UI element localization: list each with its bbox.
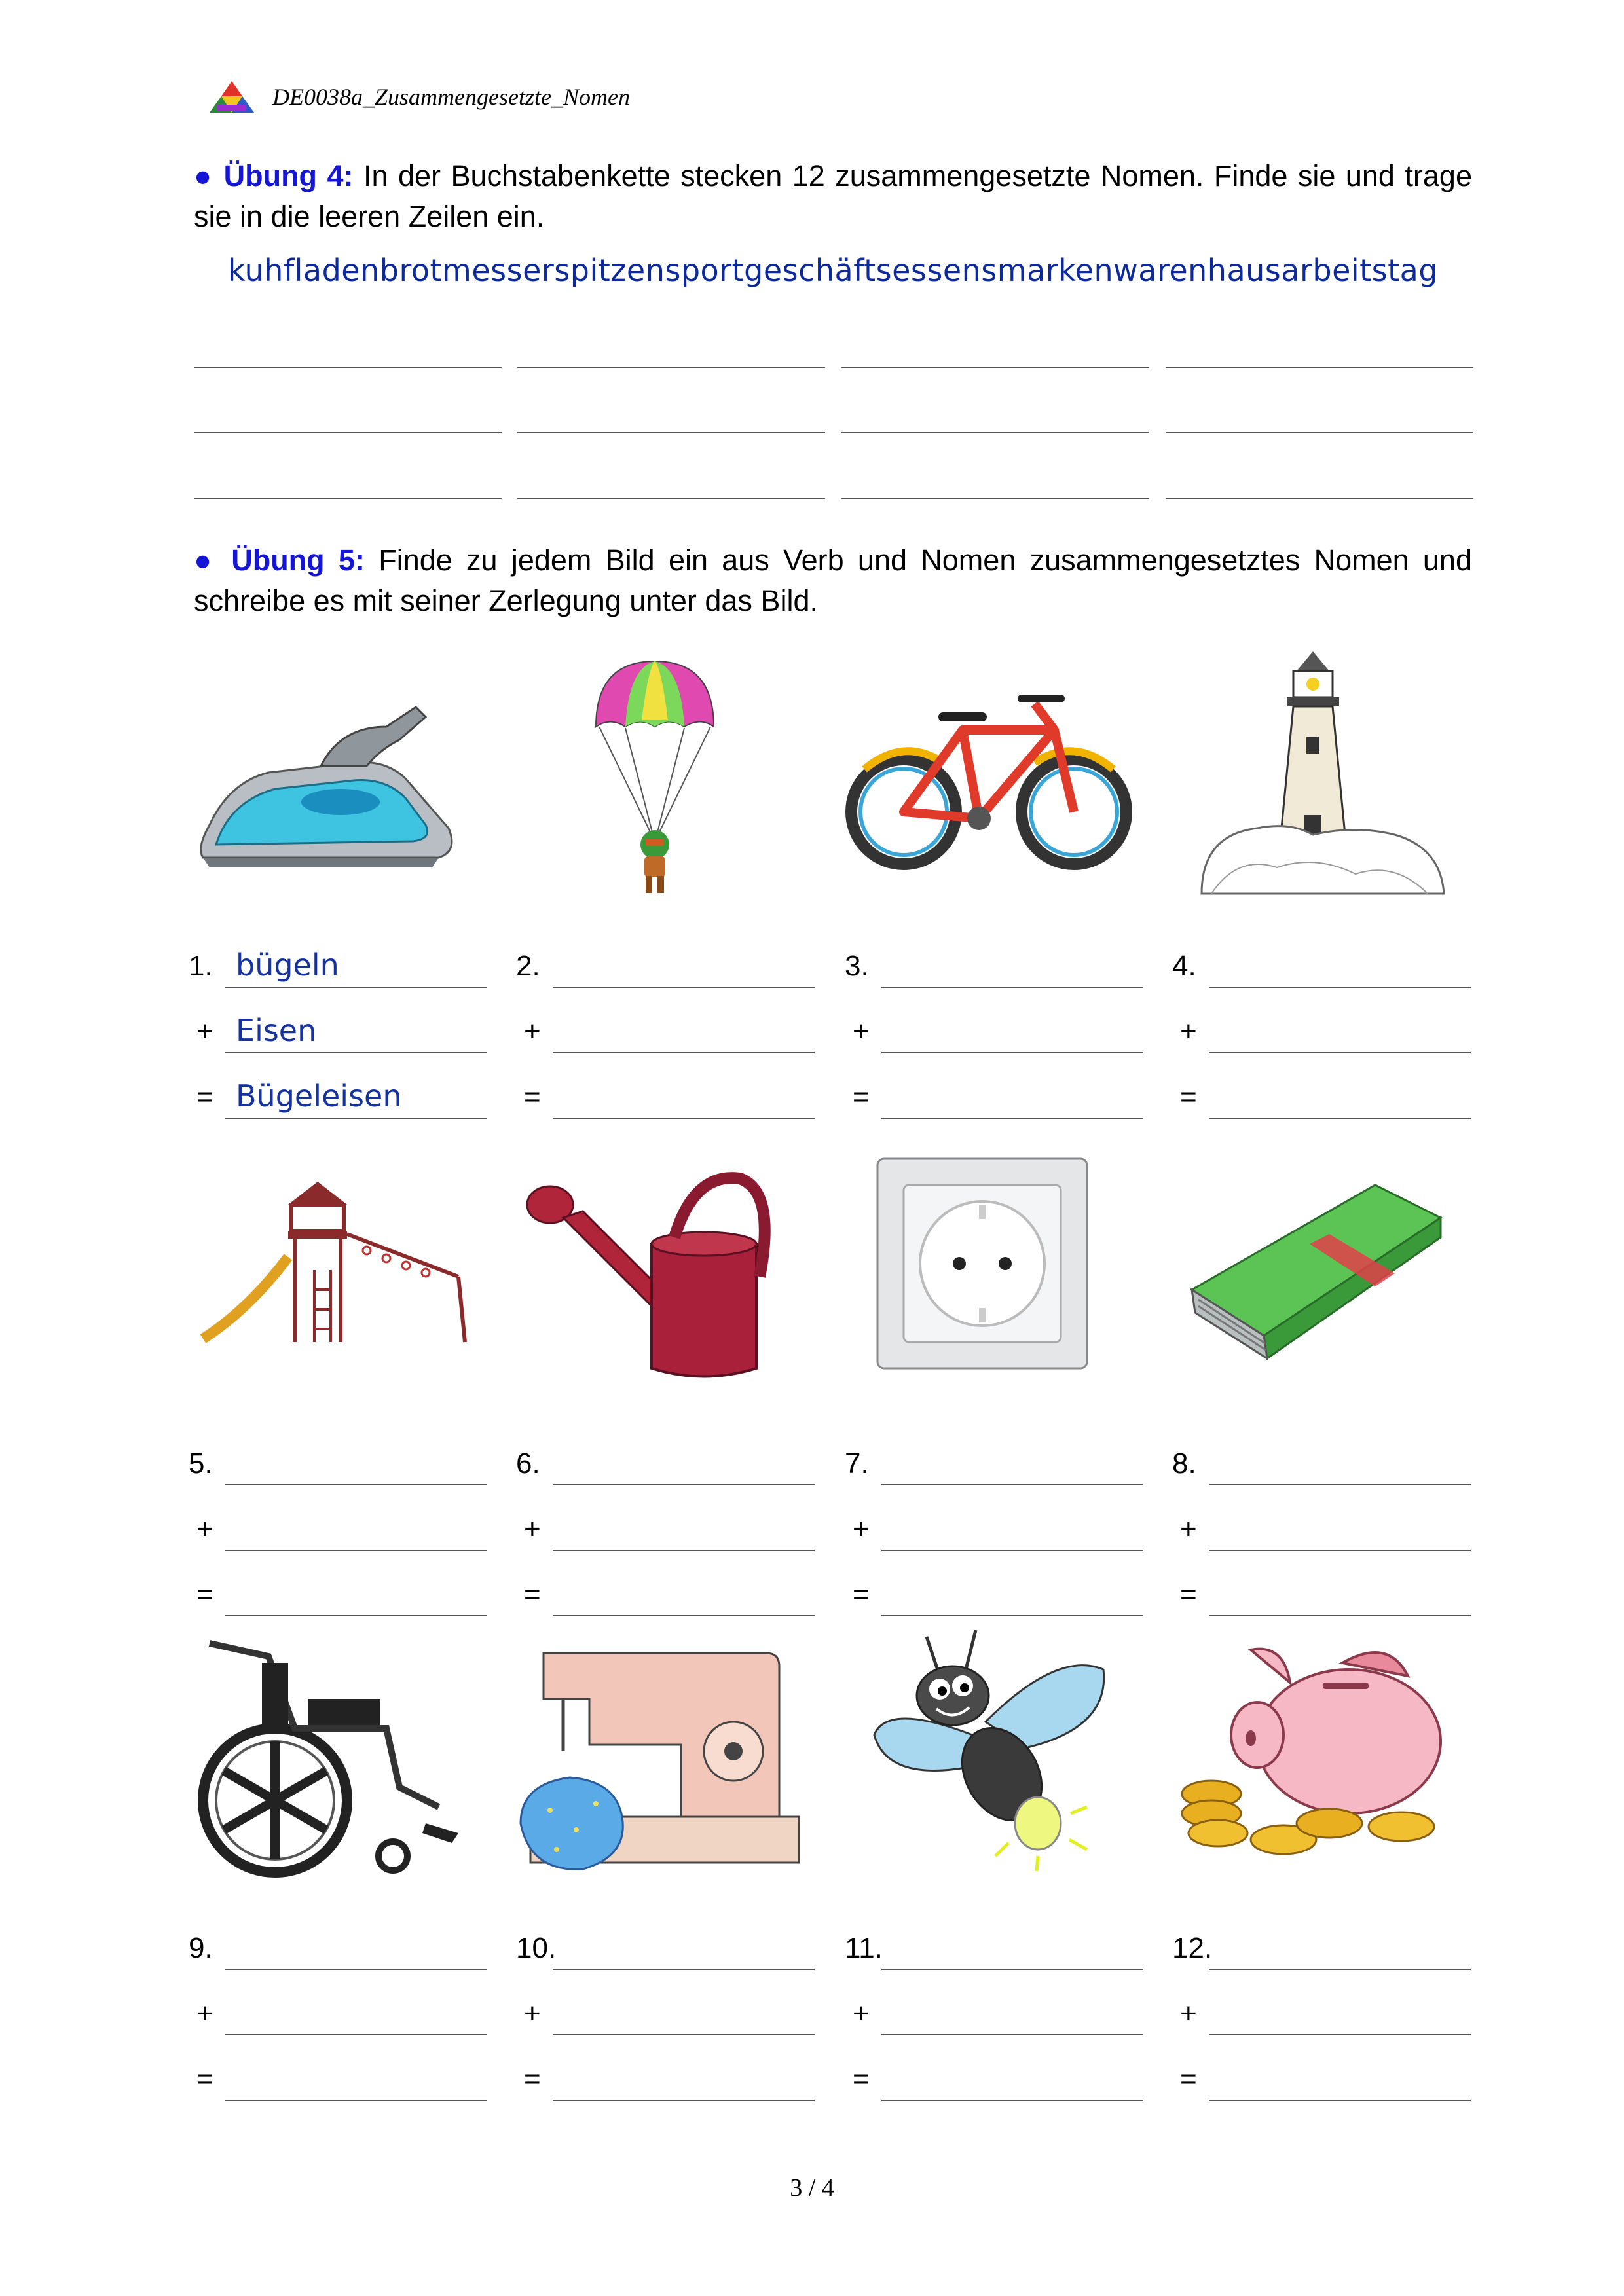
result-field[interactable] [553, 2100, 815, 2101]
plus-sign: + [853, 1997, 870, 2030]
item-number: 5. [189, 1448, 213, 1480]
equals-sign: = [853, 2063, 870, 2095]
iron-icon [190, 668, 465, 877]
item-number: 4. [1172, 950, 1196, 982]
equals-sign: = [196, 2063, 213, 2095]
verb-field[interactable] [553, 1969, 815, 1970]
plus-sign: + [196, 1997, 213, 2030]
bicycle-icon [845, 665, 1133, 887]
result-field[interactable] [1209, 2100, 1471, 2101]
plus-sign: + [524, 1513, 541, 1545]
plus-sign: + [196, 1015, 213, 1048]
equals-sign: = [853, 1578, 870, 1611]
noun-field[interactable] [225, 2034, 487, 2035]
noun-field[interactable] [1209, 1550, 1471, 1551]
page-number: 3 / 4 [790, 2174, 834, 2202]
exercise4-answer-line[interactable] [517, 432, 825, 433]
exercise4-answer-line[interactable] [1166, 498, 1473, 499]
verb-field[interactable] [1209, 1484, 1471, 1485]
item-number: 12. [1172, 1932, 1213, 1964]
exercise5-instructions [194, 540, 1472, 621]
verb-field[interactable] [881, 1484, 1143, 1485]
exercise4-answer-line[interactable] [1166, 367, 1473, 368]
result-field[interactable] [881, 1118, 1143, 1119]
equals-sign: = [196, 1081, 213, 1113]
plus-sign: + [1180, 1997, 1197, 2030]
verb-field-value: bügeln [236, 947, 339, 983]
plus-sign: + [853, 1513, 870, 1545]
plus-sign: + [1180, 1513, 1197, 1545]
result-field[interactable] [553, 1118, 815, 1119]
equals-sign: = [524, 1081, 541, 1113]
verb-field[interactable] [1209, 1969, 1471, 1970]
page-header [208, 77, 630, 117]
exercise5-label: ● Übung 5: [194, 543, 365, 577]
piggy-bank-icon [1172, 1637, 1454, 1872]
exercise4-label: ● Übung 4: [194, 159, 354, 192]
noun-field[interactable] [553, 1550, 815, 1551]
item-number: 10. [516, 1932, 557, 1964]
result-field[interactable] [881, 1615, 1143, 1616]
chewing-gum-icon [1179, 1172, 1454, 1362]
exercise4-answer-line[interactable] [1166, 432, 1473, 433]
exercise4-answer-line[interactable] [841, 367, 1149, 368]
power-socket-icon [874, 1156, 1090, 1372]
watering-can-icon [524, 1165, 786, 1388]
document-title: DE0038a_Zusammengesetzte_Nomen [272, 84, 630, 110]
item-number: 6. [516, 1448, 540, 1480]
letter-chain: kuhfladenbrotmesserspitzensportgeschäftsessensmarkenwarenhausarbeitstag [227, 253, 1439, 288]
plus-sign: + [1180, 1015, 1197, 1048]
item-number: 7. [845, 1448, 869, 1480]
wheelchair-icon [190, 1637, 465, 1886]
item-number: 1. [189, 950, 213, 982]
equals-sign: = [196, 1578, 213, 1611]
noun-field[interactable] [553, 2034, 815, 2035]
item-number: 11. [845, 1932, 883, 1964]
lighthouse-icon [1198, 638, 1447, 900]
parachute-icon [589, 648, 720, 897]
exercise4-answer-line[interactable] [194, 432, 502, 433]
verb-field[interactable] [553, 987, 815, 988]
noun-field-value: Eisen [236, 1013, 317, 1048]
plus-sign: + [853, 1015, 870, 1048]
verb-field[interactable] [225, 1484, 487, 1485]
plus-sign: + [196, 1513, 213, 1545]
result-field[interactable] [225, 1118, 487, 1119]
noun-field[interactable] [553, 1052, 815, 1053]
plus-sign: + [524, 1997, 541, 2030]
equals-sign: = [1180, 1081, 1197, 1113]
result-field[interactable] [1209, 1615, 1471, 1616]
result-field[interactable] [225, 2100, 487, 2101]
equals-sign: = [1180, 1578, 1197, 1611]
exercise4-answer-line[interactable] [841, 498, 1149, 499]
noun-field[interactable] [225, 1052, 487, 1053]
result-field[interactable] [553, 1615, 815, 1616]
equals-sign: = [524, 2063, 541, 2095]
verb-field[interactable] [881, 1969, 1143, 1970]
verb-field[interactable] [225, 987, 487, 988]
noun-field[interactable] [881, 1052, 1143, 1053]
item-number: 9. [189, 1932, 213, 1964]
item-number: 8. [1172, 1448, 1196, 1480]
playground-icon [190, 1178, 471, 1349]
result-field-value: Bügeleisen [236, 1078, 402, 1114]
exercise4-answer-line[interactable] [194, 498, 502, 499]
noun-field[interactable] [881, 1550, 1143, 1551]
noun-field[interactable] [1209, 2034, 1471, 2035]
equals-sign: = [853, 1081, 870, 1113]
sewing-machine-icon [517, 1640, 805, 1876]
exercise4-answer-line[interactable] [517, 367, 825, 368]
verb-field[interactable] [881, 987, 1143, 988]
verb-field[interactable] [1209, 987, 1471, 988]
exercise4-answer-line[interactable] [517, 498, 825, 499]
item-number: 2. [516, 950, 540, 982]
exercise4-answer-line[interactable] [194, 367, 502, 368]
result-field[interactable] [881, 2100, 1143, 2101]
noun-field[interactable] [1209, 1052, 1471, 1053]
verb-field[interactable] [553, 1484, 815, 1485]
noun-field[interactable] [881, 2034, 1143, 2035]
exercise4-answer-line[interactable] [841, 432, 1149, 433]
firefly-icon [861, 1624, 1110, 1872]
noun-field[interactable] [225, 1550, 487, 1551]
verb-field[interactable] [225, 1969, 487, 1970]
exercise4-instructions [194, 156, 1472, 237]
equals-sign: = [524, 1578, 541, 1611]
exercise4-text: In der Buchstabenkette stecken 12 zusammengesetzte Nomen. Finde sie und trage sie in die leeren Zeilen ein. [194, 159, 1472, 233]
result-field[interactable] [225, 1615, 487, 1616]
result-field[interactable] [1209, 1118, 1471, 1119]
equals-sign: = [1180, 2063, 1197, 2095]
item-number: 3. [845, 950, 869, 982]
triangle-logo-icon [208, 80, 255, 114]
plus-sign: + [524, 1015, 541, 1048]
exercise5-text: Finde zu jedem Bild ein aus Verb und Nomen zusammengesetztes Nomen und schreibe es mit seiner Zerlegung unter das Bild. [194, 543, 1472, 617]
